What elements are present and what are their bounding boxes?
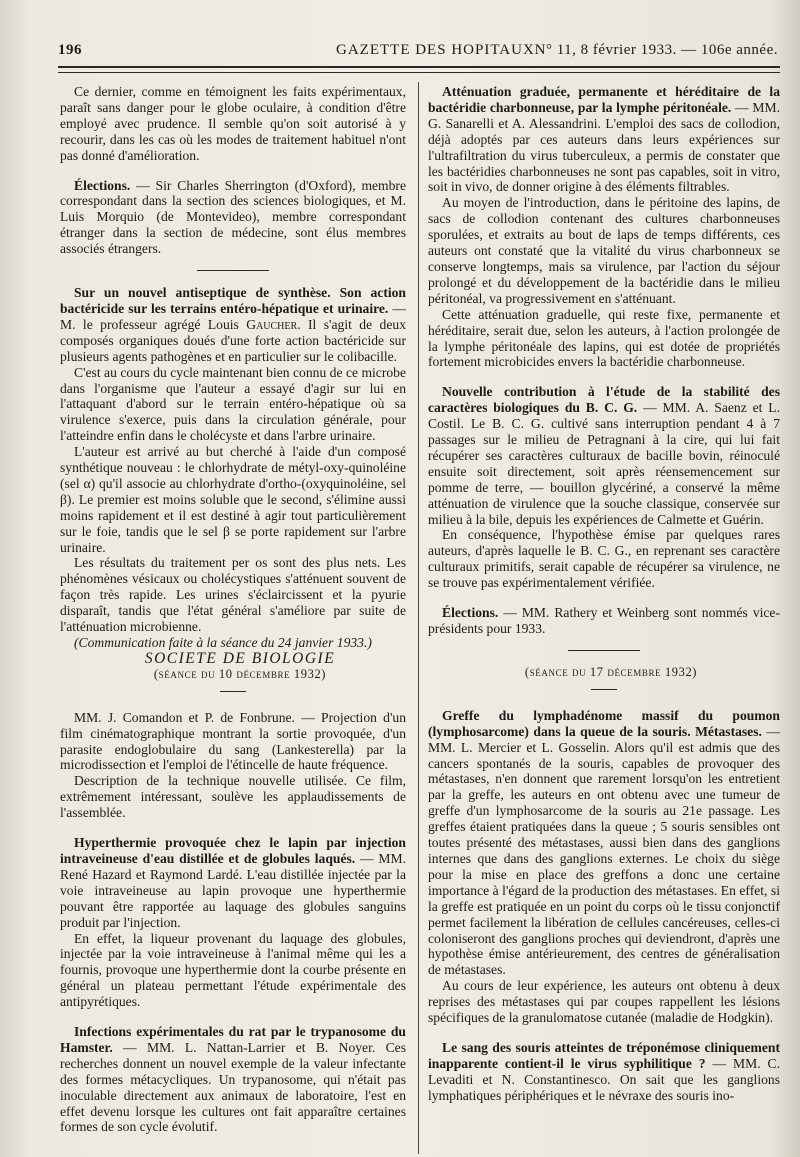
session-separator	[220, 691, 246, 692]
infections-paragraph	[60, 1024, 406, 1135]
section-separator	[197, 270, 269, 271]
session-separator	[591, 689, 617, 690]
issue-info: N° 11, 8 février 1933. — 106e année.	[534, 42, 778, 58]
session-date-1: (séance du 10 décembre 1932)	[153, 666, 327, 681]
society-title: SOCIETE DE BIOLOGIE	[144, 649, 336, 667]
header-rule-thick	[58, 66, 780, 68]
page-number: 196	[58, 42, 82, 58]
greffe-heading: Greffe du lymphadénome massif du poumon (lymphosarcome) dans la queue de la souris. Métastases.	[428, 707, 780, 739]
elections-text: — Sir Charles Sherrington (d'Oxford), membre correspondant dans la section des sciences biologiques, et M. Luis Morquio (de Montevideo), membre correspondant étranger dans la section de médecine, sont élus membres associés étrangers.	[60, 177, 406, 257]
paragraph-ocular: Ce dernier, comme en témoignent les faits expérimentaux, paraît sans danger pour le globe oculaire, à condition d'être employé avec prudence. Il semble qu'on soit autorisé à y recourir, dans les cas où les modes de traitement habituel n'ont pas donné d'amélioration.	[60, 84, 406, 163]
elections2-text: — MM. Rathery et Weinberg sont nommés vice-présidents pour 1933.	[428, 605, 780, 636]
hyperthermia-paragraph	[60, 835, 406, 930]
header-rule-thin	[58, 72, 780, 73]
attenuation-text: — MM. G. Sanarelli et A. Alessandrini. L'emploi des sacs de collodion, déjà adoptés par ces auteurs dans leurs expériences sur l'ultrafiltration du virus tuberculeux, a permis de constater que les bactéridies charbonneuses ne sont pas capables, soit in vitro, soit in vivo, de donner origine à des éléments filtrables.	[428, 99, 780, 195]
communication-note: (Communication faite à la séance du 24 janvier 1933.)	[74, 635, 372, 650]
sang-text: — MM. C. Levaditi et N. Constantinesco. On sait que les ganglions lymphatiques périphériques et le névraxe des souris ino-	[428, 1055, 780, 1103]
antiseptic-author-prefix: — M. le professeur agrégé Louis	[60, 300, 406, 332]
paragraph-cycle: C'est au cours du cycle maintenant bien connu de ce microbe dans l'organisme que l'auteur a essayé d'agir sur lui en l'attaquant d'abord sur le terrain entéro-hépatique où sa virulence s'exerce, puis dans la circulation générale, pour l'atteindre enfin dans le cholécyste et dans l'arbre urinaire.	[60, 364, 406, 444]
film-text: — Projection d'un film cinématographique montrant la sortie provoquée, d'un parasite endoglobulaire du sang (Lankesterella) par la microdissection et l'emploi de l'étincelle de haute fréquence.	[60, 709, 406, 773]
film-authors: MM. J. Comandon et P. de Fonbrune.	[74, 709, 295, 725]
stability-paragraph	[428, 384, 780, 527]
paragraph-description: Description de la technique nouvelle utilisée. Ce film, extrêmement intéressant, soulève les applaudissements de l'assemblée.	[60, 773, 406, 821]
section-separator	[568, 650, 640, 651]
stability-text: — MM. A. Saenz et L. Costil. Le B. C. G. cultivé sans interruption pendant 4 à 7 passages sur le milieu de Petragnani à la cire, qui lui fait récupérer ses caractères culturaux de bacille bovin, réinoculé ensuite soit directement, soit après réensemencement sur pomme de terre, — bouillon glycériné, a conservé la même atténuation de virulence que la souche classique, conservée sur milieu à la bile, depuis les expériences de Calmette et Guérin.	[428, 400, 780, 527]
paragraph-cours: Au cours de leur expérience, les auteurs ont obtenu à deux reprises des métastases qui par coupes rappellent les lésions spécifiques de la granulomatose cutanée (maladie de Hodgkin).	[428, 978, 780, 1026]
antiseptic-paragraph	[60, 285, 406, 365]
stability-heading: Nouvelle contribution à l'étude de la stabilité des caractères biologiques du B. C. G.	[428, 384, 780, 416]
elections2-paragraph	[428, 605, 780, 637]
hyperthermia-text: — MM. René Hazard et Raymond Lardé. L'eau distillée injectée par la voie intraveineuse au lapin provoque une hyperthermie pouvant être rapportée au laquage des globules sanguins produit par l'injection.	[60, 850, 406, 930]
elections-heading: Élections.	[74, 177, 131, 193]
antiseptic-heading: Sur un nouvel antiseptique de synthèse. Son action bactéricide sur les terrains entéro-hépatique et urinaire.	[60, 285, 406, 316]
attenuation-paragraph	[428, 84, 780, 195]
sang-paragraph	[428, 1040, 780, 1104]
right-column	[428, 84, 780, 1104]
session-date-2: (séance du 17 décembre 1932)	[524, 664, 698, 679]
paragraph-results: Les résultats du traitement per os sont des plus nets. Les phénomènes vésicaux ou cholécystiques s'atténuent souvent de façon très rapide. Les urines s'éclaircissent et la pyurie disparaît, tandis que l'état général s'améliore par suite de l'atténuation microbienne.	[60, 555, 406, 635]
antiseptic-text: . Il s'agit de deux composés organiques doués d'une forte action bactéricide sur plusieurs agents pathogènes et en particulier sur le colibacille.	[60, 316, 406, 364]
sang-heading: Le sang des souris atteintes de tréponémose cliniquement inapparente contient-il le virus syphilitique ?	[428, 1039, 780, 1071]
film-paragraph	[60, 710, 406, 774]
column-divider	[418, 82, 419, 1154]
paragraph-moyen: Au moyen de l'introduction, dans le péritoine des lapins, de sacs de collodion contenant des cultures charbonneuses sporulées, et extraits au bout de laps de temps différents, ces auteurs ont constaté que la vitalité du virus charbonneux se conserve longtemps, mais sa virulence, par l'action du séjour prolongé et du développement de la bactéridie dans le milieu péritonéal, va progressivement en s'atténuant.	[428, 195, 780, 306]
antiseptic-author: Gaucher	[246, 316, 298, 332]
attenuation-heading: Atténuation graduée, permanente et héréditaire de la bactéridie charbonneuse, par la lymphe péritonéale.	[428, 84, 780, 115]
greffe-paragraph	[428, 708, 780, 978]
paragraph-consequence: En conséquence, l'hypothèse émise par quelques rares auteurs, d'après laquelle le B. C. G., en reprenant ses caractère culturaux primitifs, serait capable de récupérer sa virulence, ne se trouve pas expérimentalement vérifiée.	[428, 527, 780, 591]
journal-title: GAZETTE DES HOPITAUX	[336, 42, 535, 58]
greffe-text: — MM. L. Mercier et L. Gosselin. Alors qu'il est admis que des cancers spontanés de la souris, capables de provoquer des métastases, n'en donnent que rarement lorsqu'on les entretient par la greffe, les auteurs en ont obtenu avec une tumeur de greffe d'un lymphosarcome de la souris au 21e passage. Les greffes étaient pratiquées dans la queue ; 5 souris sensibles ont toutes présenté des métastases, aussi bien dans des ganglions internes que dans des ganglions externes. Le choix du siège pour la mise en place des greffons a donc une certaine importance à l'égard de la production des métastases. En effet, si la greffe est pratiquée en un point du corps où le tissu conjonctif permet facilement la libération de cellules cancéreuses, celles-ci coloniseront des ganglions proches qui deviendront, d'après une hypothèse émise antérieurement, des centres de généralisation de métastases.	[428, 723, 780, 978]
infections-heading: Infections expérimentales du rat par le trypanosome du Hamster.	[60, 1024, 406, 1055]
paragraph-auteur: L'auteur est arrivé au but cherché à l'aide d'un composé synthétique nouveau : le chlorhydrate de métyl-oxy-quinoléine (sel α) qu'il associe au chlorhydrate d'ortho-(oxyquinoléine, sel β). Le premier est moins soluble que le second, s'élimine aussi moins rapidement et il est destiné à agir tout particulièrement sur le foie, tandis que le sel β se porte rapidement sur l'arbre urinaire.	[60, 444, 406, 555]
hyperthermia-heading: Hyperthermie provoquée chez le lapin par injection intraveineuse d'eau distillée et de globules laqués.	[60, 835, 406, 866]
page-header	[58, 42, 780, 64]
paragraph-effet: En effet, la liqueur provenant du laquage des globules, injectée par la voie intraveineuse à l'animal même qui les a fournis, provoque une hyperthermie dont la courbe présente en général un plateau permettant l'étude expérimentale des antipyrétiques.	[60, 930, 406, 1010]
left-column	[60, 84, 406, 1135]
elections-paragraph	[60, 178, 406, 258]
infections-text: — MM. L. Nattan-Larrier et B. Noyer. Ces recherches donnent un nouvel exemple de la valeur infectante des formes métacycliques. Un trypanosome, qui n'était pas inoculable directement aux animaux de laboratoire, l'est en effet devenu lorsque les cultures ont fait apparaître certaines formes de son cycle évolutif.	[60, 1039, 406, 1135]
elections2-heading: Élections.	[442, 605, 499, 621]
paragraph-cette: Cette atténuation graduelle, qui reste fixe, permanente et héréditaire, serait due, selon les auteurs, à l'action prolongée de la lymphe péritonéale des lapins, qui est dotée de propriétés fortement microbicides envers la bactéridie charbonneuse.	[428, 306, 780, 370]
